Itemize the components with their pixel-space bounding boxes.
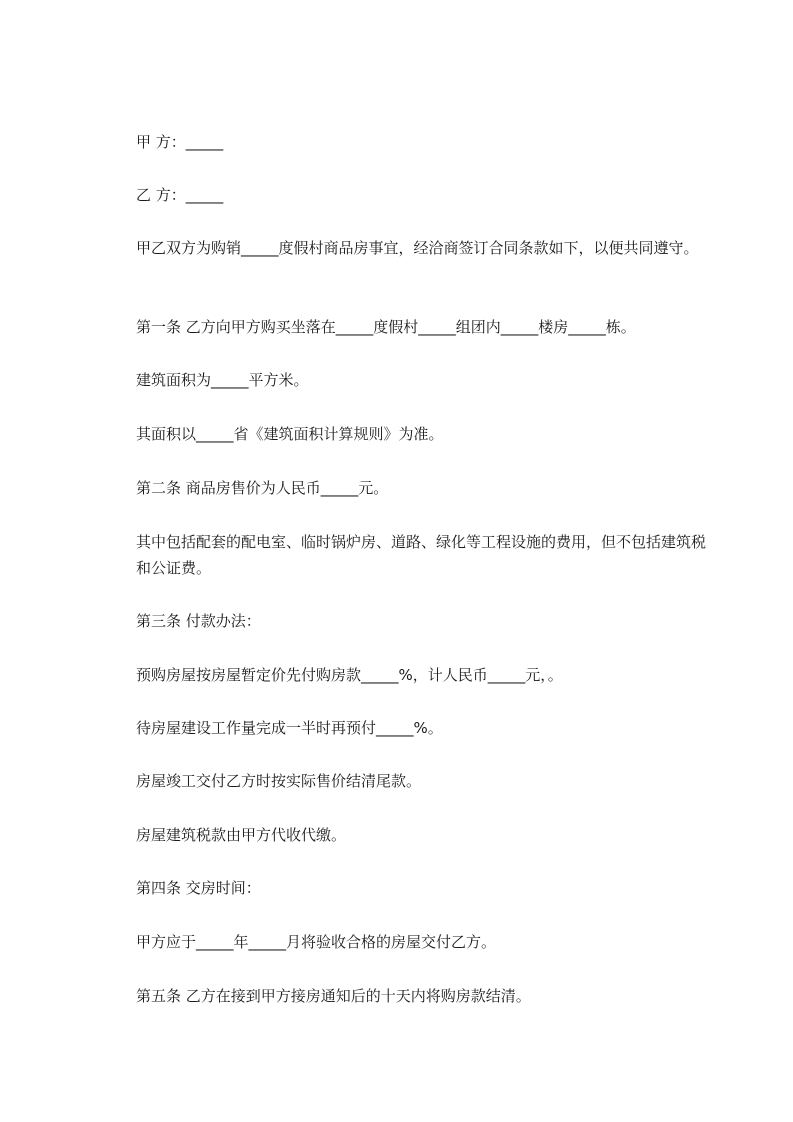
article-3-half: 待房屋建设工作量完成一半时再预付_____%。	[136, 719, 443, 737]
article-4-detail: 甲方应于_____年_____月将验收合格的房屋交付乙方。	[136, 933, 497, 951]
article-3: 第三条 付款办法：	[136, 612, 261, 630]
article-1-rule: 其面积以_____省《建筑面积计算规则》为准。	[136, 425, 444, 443]
article-2: 第二条 商品房售价为人民币_____元。	[136, 479, 389, 497]
article-4: 第四条 交房时间：	[136, 879, 261, 897]
article-1: 第一条 乙方向甲方购买坐落在_____度假村_____组团内_____楼房_____栋。	[136, 318, 636, 336]
intro-paragraph: 甲乙双方为购销_____度假村商品房事宜，经洽商签订合同条款如下，以便共同遵守。	[136, 239, 699, 257]
article-3-prepay: 预购房屋按房屋暂定价先付购房款_____%，计人民币_____元，。	[136, 666, 563, 684]
party-a-line: 甲 方：_____	[136, 133, 224, 151]
article-5: 第五条 乙方在接到甲方接房通知后的十天内将购房款结清。	[136, 987, 531, 1005]
article-2-detail: 其中包括配套的配电室、临时锅炉房、道路、绿化等工程设施的费用，但不包括建筑税和公证费。	[136, 533, 707, 577]
article-3-tax: 房屋建筑税款由甲方代收代缴。	[136, 826, 347, 844]
article-3-final: 房屋竣工交付乙方时按实际售价结清尾款。	[136, 772, 422, 790]
article-1-area: 建筑面积为_____平方米。	[136, 371, 309, 389]
party-b-line: 乙 方：_____	[136, 186, 224, 204]
